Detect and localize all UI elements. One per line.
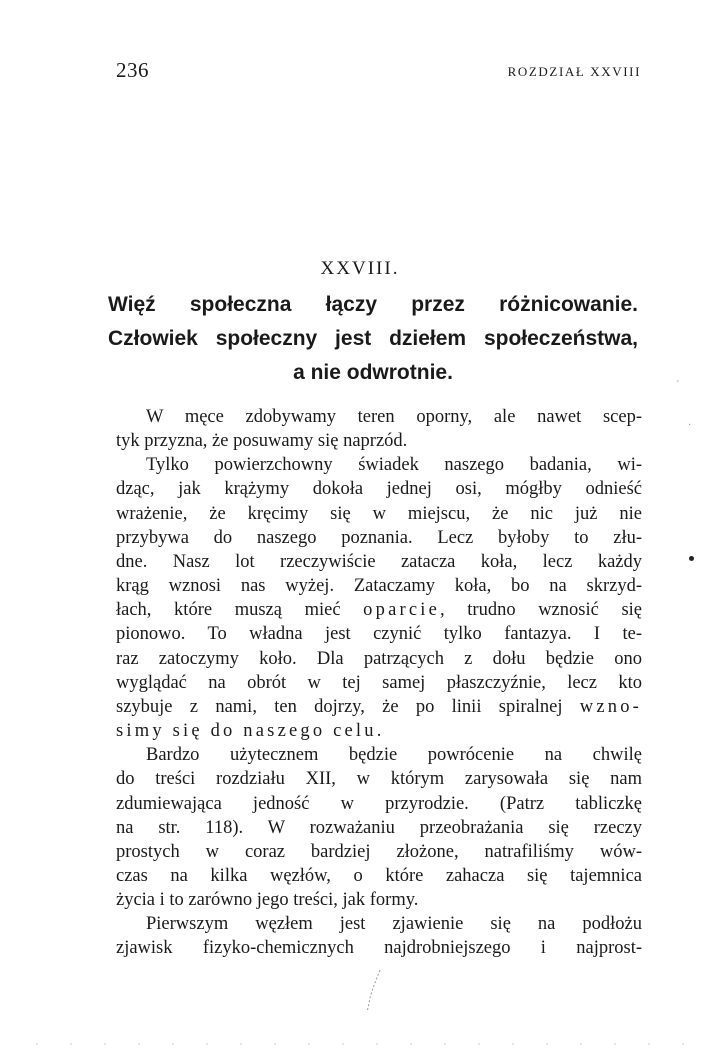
text-line: raz zatoczymy koło. Dla patrzących z dołu będzie ono bbox=[116, 648, 642, 669]
emphasized-phrase: simy się do naszego celu bbox=[116, 721, 377, 742]
scan-speck: ˊ bbox=[676, 380, 680, 391]
text-fragment: . bbox=[376, 721, 382, 742]
text-fragment: , trudno wznosić się bbox=[440, 600, 642, 621]
text-line bbox=[116, 719, 642, 743]
chapter-number: XXVIII. bbox=[320, 258, 400, 279]
chapter-title bbox=[108, 288, 638, 390]
text-line: czas na kilka węzłów, o które zahacza się tajemnica bbox=[116, 865, 642, 886]
running-head bbox=[116, 58, 641, 82]
text-line: wrażenie, że kręcimy się w miejscu, że nic już nie bbox=[116, 503, 642, 524]
chapter-title-line: Człowiek społeczny jest dziełem społeczeństwa, bbox=[108, 327, 638, 350]
text-fragment: łach, które muszą mieć bbox=[116, 600, 341, 621]
text-line: Bardzo użytecznem będzie powrócenie na chwilę bbox=[146, 745, 642, 766]
emphasized-word: wzno- bbox=[579, 696, 643, 717]
running-section-title: ROZDZIAŁ XXVIII bbox=[507, 64, 641, 79]
emphasized-word: oparcie bbox=[363, 600, 441, 621]
scan-speck: · bbox=[688, 420, 692, 431]
text-line bbox=[116, 695, 642, 719]
pencil-scratch bbox=[362, 968, 384, 1014]
margin-dot bbox=[689, 556, 694, 561]
chapter-title-line: Więź społeczna łączy przez różnicowanie. bbox=[108, 293, 638, 316]
bottom-edge-specks bbox=[20, 1042, 700, 1046]
text-line: przybywa do naszego poznania. Lecz byłoby to złu- bbox=[116, 527, 642, 548]
text-line bbox=[116, 598, 642, 622]
body-text bbox=[116, 405, 642, 961]
text-line: do treści rozdziału XII, w którym zarysowała się nam bbox=[116, 769, 642, 790]
text-line: krąg wznosi nas wyżej. Zataczamy koła, bo na skrzyd- bbox=[116, 576, 642, 597]
text-line: życia i to zarówno jego treści, jak formy. bbox=[116, 890, 419, 911]
text-line: pionowo. To władna jest czynić tylko fantazya. I te- bbox=[116, 624, 642, 645]
text-fragment: szybuje z nami, ten dojrzy, że po linii spiralnej bbox=[116, 696, 563, 717]
text-line: Tylko powierzchowny świadek naszego badania, wi- bbox=[146, 455, 642, 476]
text-line: dne. Nasz lot rzeczywiście zatacza koła, lecz każdy bbox=[116, 551, 642, 572]
text-line: wyglądać na obrót w tej samej płaszczyźnie, lecz kto bbox=[116, 672, 642, 693]
text-line: na str. 118). W rozważaniu przeobrażania się rzeczy bbox=[116, 817, 642, 838]
text-line: zjawisk fizyko-chemicznych najdrobniejszego i najprost- bbox=[116, 938, 642, 959]
text-line: prostych w coraz bardziej złożone, natrafiliśmy wów- bbox=[116, 841, 642, 862]
text-line: dząc, jak krążymy dokoła jednej osi, mógłby odnieść bbox=[116, 479, 642, 500]
chapter-title-line: a nie odwrotnie. bbox=[293, 361, 453, 384]
text-line: Pierwszym węzłem jest zjawienie się na podłożu bbox=[146, 914, 642, 935]
text-line: tyk przyzna, że posuwamy się naprzód. bbox=[116, 431, 408, 452]
text-line: zdumiewająca jedność w przyrodzie. (Patrz tabliczkę bbox=[116, 793, 642, 814]
page-number: 236 bbox=[116, 58, 149, 82]
text-line: W męce zdobywamy teren oporny, ale nawet scep- bbox=[146, 407, 642, 427]
